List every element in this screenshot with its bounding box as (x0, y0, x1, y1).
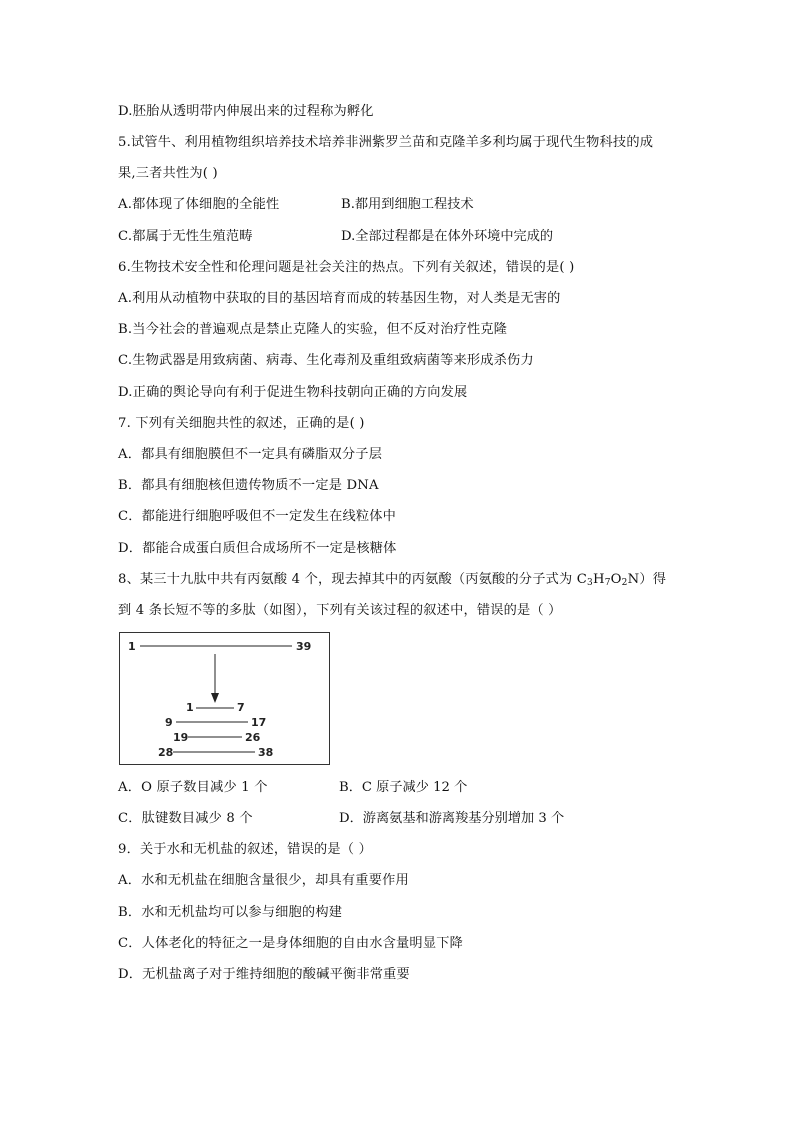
formula-h: H (592, 572, 605, 587)
arrow-head (211, 693, 219, 703)
peptide-diagram (119, 632, 330, 765)
seg4-left-label: 28 (158, 746, 174, 759)
q8-stem-line2: 到 4 条长短不等的多肽（如图），下列有关该过程的叙述中，错误的是（ ） (118, 603, 562, 618)
q7-option-a: A．都具有细胞膜但不一定具有磷脂双分子层 (118, 447, 383, 462)
q6-option-c: C.生物武器是用致病菌、病毒、生化毒剂及重组致病菌等来形成杀伤力 (118, 353, 534, 368)
q8-option-d: D．游离氨基和游离羧基分别增加 3 个 (339, 811, 565, 826)
q5-option-d: D.全部过程都是在体外环境中完成的 (341, 229, 554, 244)
q8-stem-line1 (118, 571, 666, 589)
q7-option-d: D．都能合成蛋白质但合成场所不一定是核糖体 (118, 541, 397, 556)
q8-stem-text: 8、某三十九肽中共有丙氨酸 4 个，现去掉其中的丙氨酸（丙氨酸的分子式为 C (118, 572, 588, 587)
q9-option-c: C．人体老化的特征之一是身体细胞的自由水含量明显下降 (118, 936, 463, 951)
q8-option-a: A．O 原子数目减少 1 个 (118, 780, 268, 795)
seg1-right-label: 7 (237, 701, 245, 714)
q5-stem-line2: 果,三者共性为( ) (118, 166, 218, 181)
peptide-diagram-svg (120, 633, 331, 766)
q8-option-c: C．肽键数目减少 8 个 (118, 811, 253, 826)
seg2-left-label: 9 (165, 716, 173, 729)
seg4-right-label: 38 (258, 746, 274, 759)
q9-option-b: B．水和无机盐均可以参与细胞的构建 (118, 905, 343, 920)
label-top-right: 39 (296, 640, 312, 653)
seg3-left-label: 19 (173, 731, 189, 744)
q5-option-c: C.都属于无性生殖范畴 (118, 229, 253, 244)
q7-option-b: B．都具有细胞核但遗传物质不一定是 DNA (118, 478, 379, 493)
q5-option-b: B.都用到细胞工程技术 (341, 197, 474, 212)
label-top-left: 1 (128, 640, 136, 653)
seg3-right-label: 26 (245, 731, 261, 744)
q8-option-b: B．C 原子减少 12 个 (339, 780, 468, 795)
q7-stem: 7. 下列有关细胞共性的叙述，正确的是( ) (118, 416, 365, 431)
q8-stem-text-end: N）得 (627, 572, 667, 587)
q9-option-a: A．水和无机盐在细胞含量很少，却具有重要作用 (118, 873, 409, 888)
q9-stem: 9．关于水和无机盐的叙述，错误的是（ ） (118, 842, 372, 857)
q7-option-c: C．都能进行细胞呼吸但不一定发生在线粒体中 (118, 509, 397, 524)
formula-sub: 3 (587, 578, 593, 588)
q5-option-a: A.都体现了体细胞的全能性 (118, 197, 280, 212)
seg2-right-label: 17 (251, 716, 267, 729)
q6-option-a: A.利用从动植物中获取的目的基因培育而成的转基因生物，对人类是无害的 (118, 291, 561, 306)
formula-sub: 2 (621, 578, 628, 588)
q5-stem-line1: 5.试管牛、利用植物组织培养技术培养非洲紫罗兰苗和克隆羊多利均属于现代生物科技的成 (118, 135, 654, 150)
q6-stem: 6.生物技术安全性和伦理问题是社会关注的热点。下列有关叙述，错误的是( ) (118, 260, 575, 275)
q4-option-d: D.胚胎从透明带内伸展出来的过程称为孵化 (118, 104, 374, 119)
formula-sub: 7 (604, 578, 611, 588)
q9-option-d: D．无机盐离子对于维持细胞的酸碱平衡非常重要 (118, 967, 410, 982)
formula-o: O (610, 572, 622, 587)
seg1-left-label: 1 (186, 701, 194, 714)
q6-option-b: B.当今社会的普遍观点是禁止克隆人的实验，但不反对治疗性克隆 (118, 322, 508, 337)
q6-option-d: D.正确的舆论导向有利于促进生物科技朝向正确的方向发展 (118, 385, 468, 400)
